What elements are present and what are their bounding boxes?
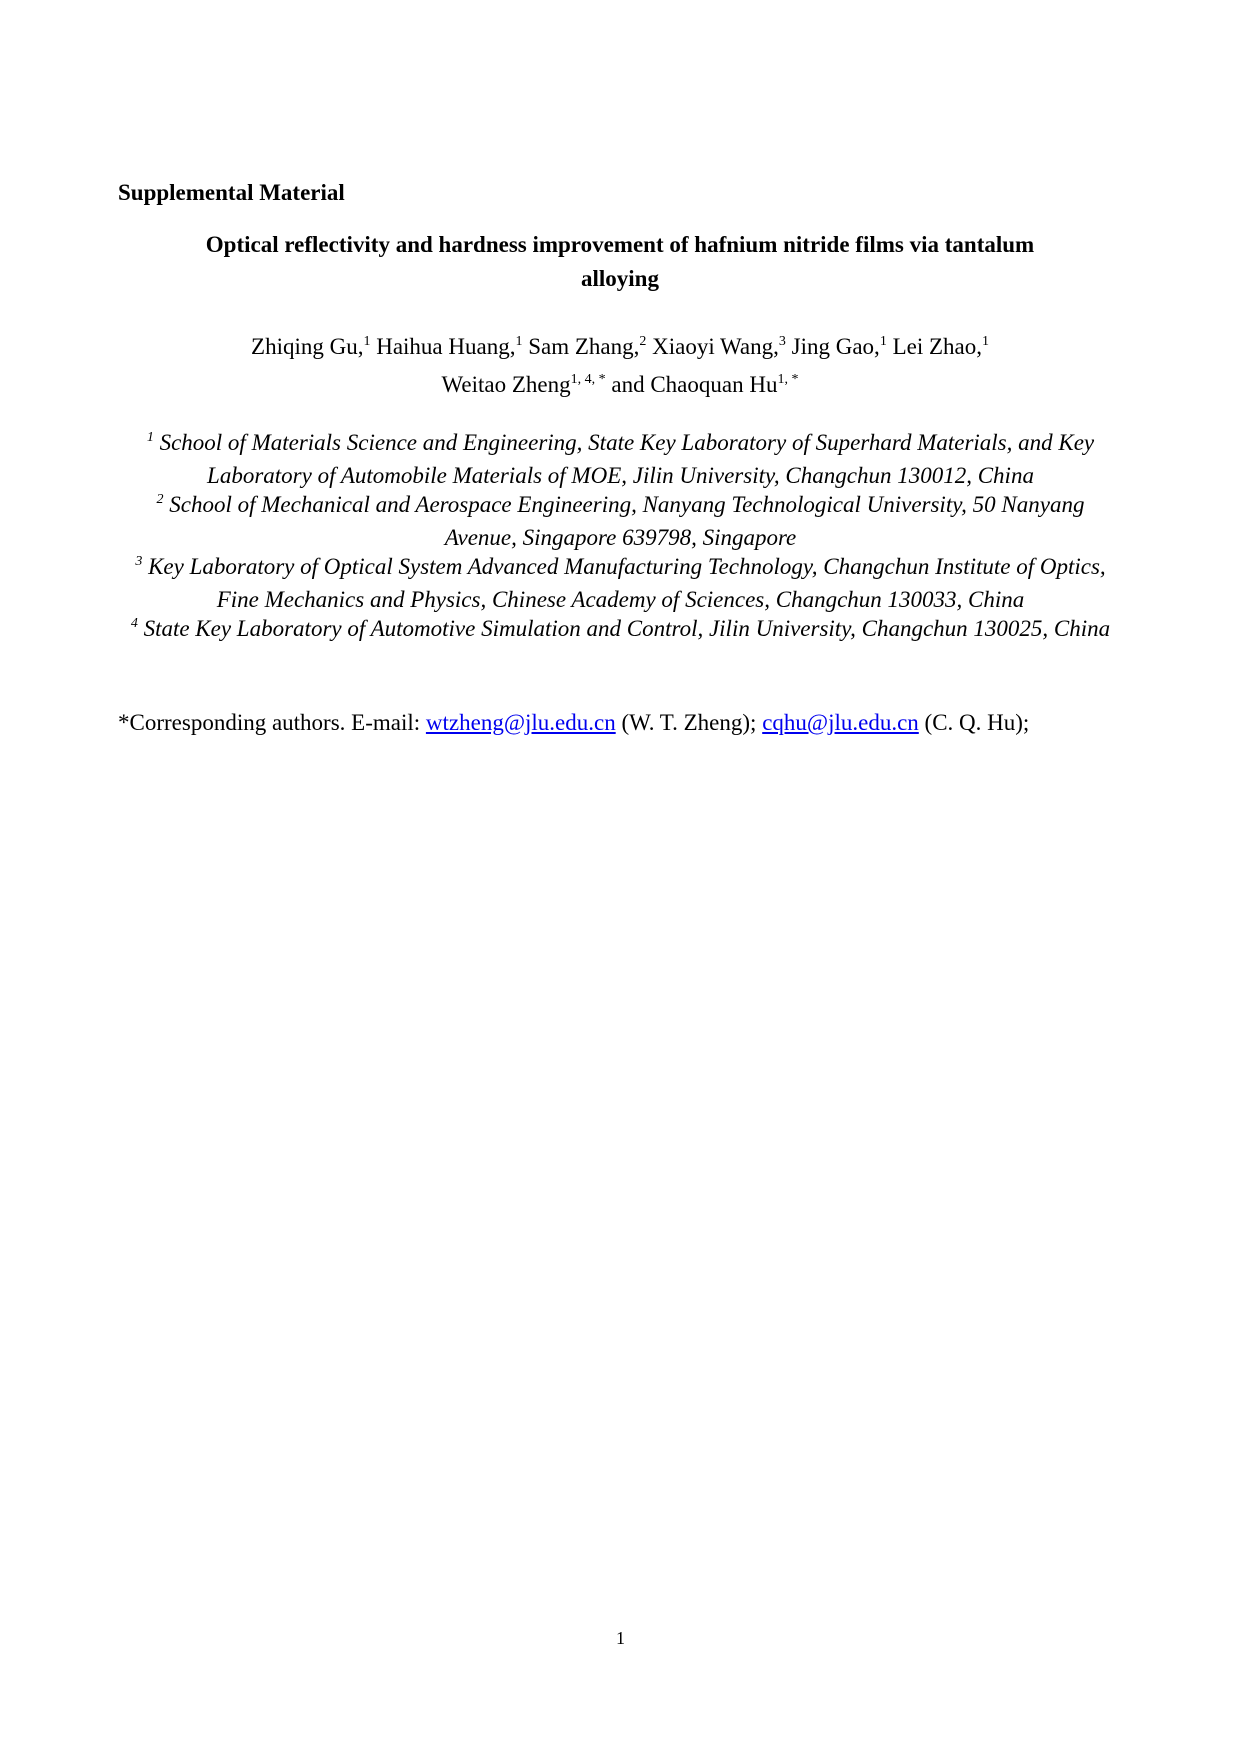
section-label: Supplemental Material (118, 180, 345, 205)
paper-title-line-2: alloying (581, 266, 659, 291)
author-name: Zhiqing Gu, (251, 334, 364, 359)
affiliation-text: State Key Laboratory of Automotive Simulation and Control, Jilin University, Changchun 130025, China (143, 616, 1111, 641)
corresponding-name-zheng: (W. T. Zheng); (615, 710, 763, 735)
paper-title-line-1: Optical reflectivity and hardness improvement of hafnium nitride films via tantalum (205, 232, 1035, 257)
author-affiliation-mark: 1, * (777, 372, 799, 387)
corresponding-authors-note (118, 708, 1029, 738)
author-name: Sam Zhang, (528, 334, 640, 359)
author-affiliation-mark: 1 (363, 334, 371, 349)
email-link-zheng[interactable]: wtzheng@jlu.edu.cn (425, 710, 616, 735)
affiliation-number: 2 (156, 492, 164, 507)
affiliation-text: School of Mechanical and Aerospace Engineering, Nanyang Technological University, 50 Nanyang Avenue, Singapore 639798, Singapore (169, 492, 1085, 550)
affiliation-item (118, 552, 1123, 614)
affiliation-item (118, 490, 1123, 552)
page-number: 1 (616, 1628, 625, 1648)
author-name: Jing Gao, (791, 334, 880, 359)
affiliation-number: 4 (130, 616, 138, 631)
author-name: Lei Zhao, (892, 334, 982, 359)
author-name: Weitao Zheng (441, 372, 571, 397)
author-affiliation-mark: 3 (778, 334, 786, 349)
affiliation-list (118, 428, 1123, 647)
affiliation-number: 3 (135, 554, 143, 569)
author-name: Xiaoyi Wang, (652, 334, 779, 359)
affiliation-number: 1 (146, 430, 154, 445)
email-link-hu[interactable]: cqhu@jlu.edu.cn (762, 710, 919, 735)
corresponding-prefix: *Corresponding authors. E-mail: (118, 710, 426, 735)
author-affiliation-mark: 2 (639, 334, 647, 349)
author-list (170, 330, 1070, 406)
author-affiliation-mark: 1 (981, 334, 989, 349)
author-affiliation-mark: 1 (515, 334, 523, 349)
affiliation-item (118, 428, 1123, 490)
corresponding-name-hu: (C. Q. Hu); (918, 710, 1030, 735)
author-affiliation-mark: 1 (879, 334, 887, 349)
paper-title (170, 228, 1070, 296)
affiliation-text: School of Materials Science and Engineering, State Key Laboratory of Superhard Materials, and Key Laboratory of Automobile Materials of MOE, Jilin University, Changchun 130012, China (159, 430, 1095, 488)
affiliation-item (118, 614, 1123, 647)
author-name: and Chaoquan Hu (611, 372, 778, 397)
affiliation-text: Key Laboratory of Optical System Advanced Manufacturing Technology, Changchun Institute of Optics, Fine Mechanics and Physics, Chinese Academy of Sciences, Changchun 130033, China (148, 554, 1106, 612)
author-name: Haihua Huang, (376, 334, 516, 359)
author-affiliation-mark: 1, 4, * (570, 372, 606, 387)
